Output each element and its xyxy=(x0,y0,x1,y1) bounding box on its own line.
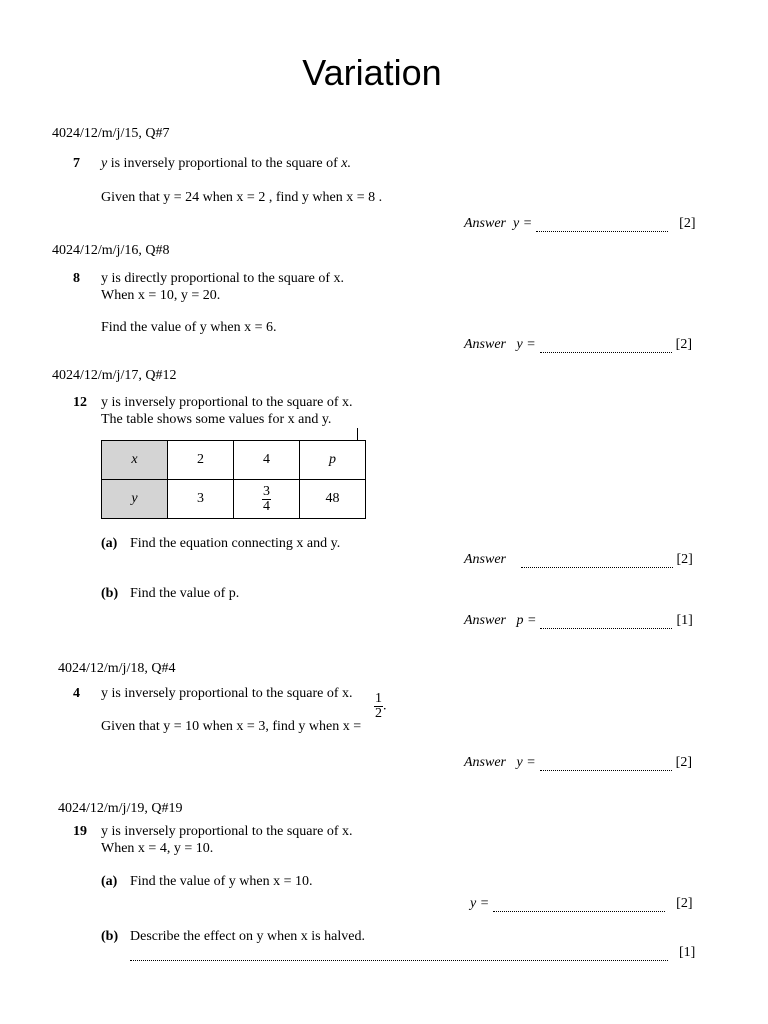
question-text: The table shows some values for x and y. xyxy=(101,412,332,427)
question-number: 19 xyxy=(73,824,87,839)
part-label: (b) xyxy=(101,586,119,601)
table-cell: 3 xyxy=(168,480,234,519)
fraction: $\frac{1}{2}$ . xyxy=(375,691,387,721)
answer-line[interactable]: Answer y = [2] xyxy=(464,216,696,231)
values-table xyxy=(101,440,366,519)
table-cell: 4 xyxy=(234,441,300,480)
answer-line[interactable]: y = [2] xyxy=(470,896,693,911)
question-source: 4024/12/m/j/16, Q#8 xyxy=(52,243,170,258)
table-cell: x xyxy=(102,441,168,480)
question-text: Find the equation connecting x and y. xyxy=(130,536,341,551)
question-text: Given that y = 10 when x = 3, find y when x = xyxy=(101,719,362,734)
question-text: Given that y = 24 when x = 2 , find y when x = 8 . xyxy=(101,190,383,205)
table-cell xyxy=(234,480,300,519)
table-cell: y xyxy=(102,480,168,519)
answer-line[interactable]: Answer y = [2] xyxy=(464,337,692,352)
question-number: 12 xyxy=(73,395,87,410)
question-text: y is inversely proportional to the square of x. xyxy=(101,824,353,839)
question-text: When x = 10, y = 20. xyxy=(101,288,221,303)
answer-line[interactable]: Answer [2] xyxy=(464,552,693,567)
question-text: y is inversely proportional to the square of x. xyxy=(101,686,353,701)
question-text: Describe the effect on y when x is halved. xyxy=(130,929,365,944)
part-label: (b) xyxy=(101,929,119,944)
question-text: y is directly proportional to the square of x. xyxy=(101,271,344,286)
question-number: 8 xyxy=(73,271,80,286)
table-cell: 2 xyxy=(168,441,234,480)
question-source: 4024/12/m/j/17, Q#12 xyxy=(52,368,177,383)
question-number: 7 xyxy=(73,156,80,171)
fraction: $\frac{3}{4}$ xyxy=(263,483,270,514)
question-source: 4024/12/m/j/19, Q#19 xyxy=(58,801,183,816)
question-text: When x = 4, y = 10. xyxy=(101,841,214,856)
question-text: y is inversely proportional to the square of x. xyxy=(101,156,351,171)
answer-line[interactable]: [1] xyxy=(130,945,695,961)
answer-line[interactable]: Answer p = [1] xyxy=(464,613,693,628)
part-label: (a) xyxy=(101,536,118,551)
part-label: (a) xyxy=(101,874,118,889)
table-cell: p xyxy=(300,441,366,480)
page-title: Variation xyxy=(302,52,442,93)
question-source: 4024/12/m/j/15, Q#7 xyxy=(52,126,170,141)
question-text: Find the value of p. xyxy=(130,586,240,601)
answer-line[interactable]: Answer y = [2] xyxy=(464,755,692,770)
question-number: 4 xyxy=(73,686,80,701)
question-text: Find the value of y when x = 10. xyxy=(130,874,313,889)
question-text: Find the value of y when x = 6. xyxy=(101,320,277,335)
table-cell: 48 xyxy=(300,480,366,519)
question-source: 4024/12/m/j/18, Q#4 xyxy=(58,661,176,676)
question-text: y is inversely proportional to the square of x. xyxy=(101,395,353,410)
